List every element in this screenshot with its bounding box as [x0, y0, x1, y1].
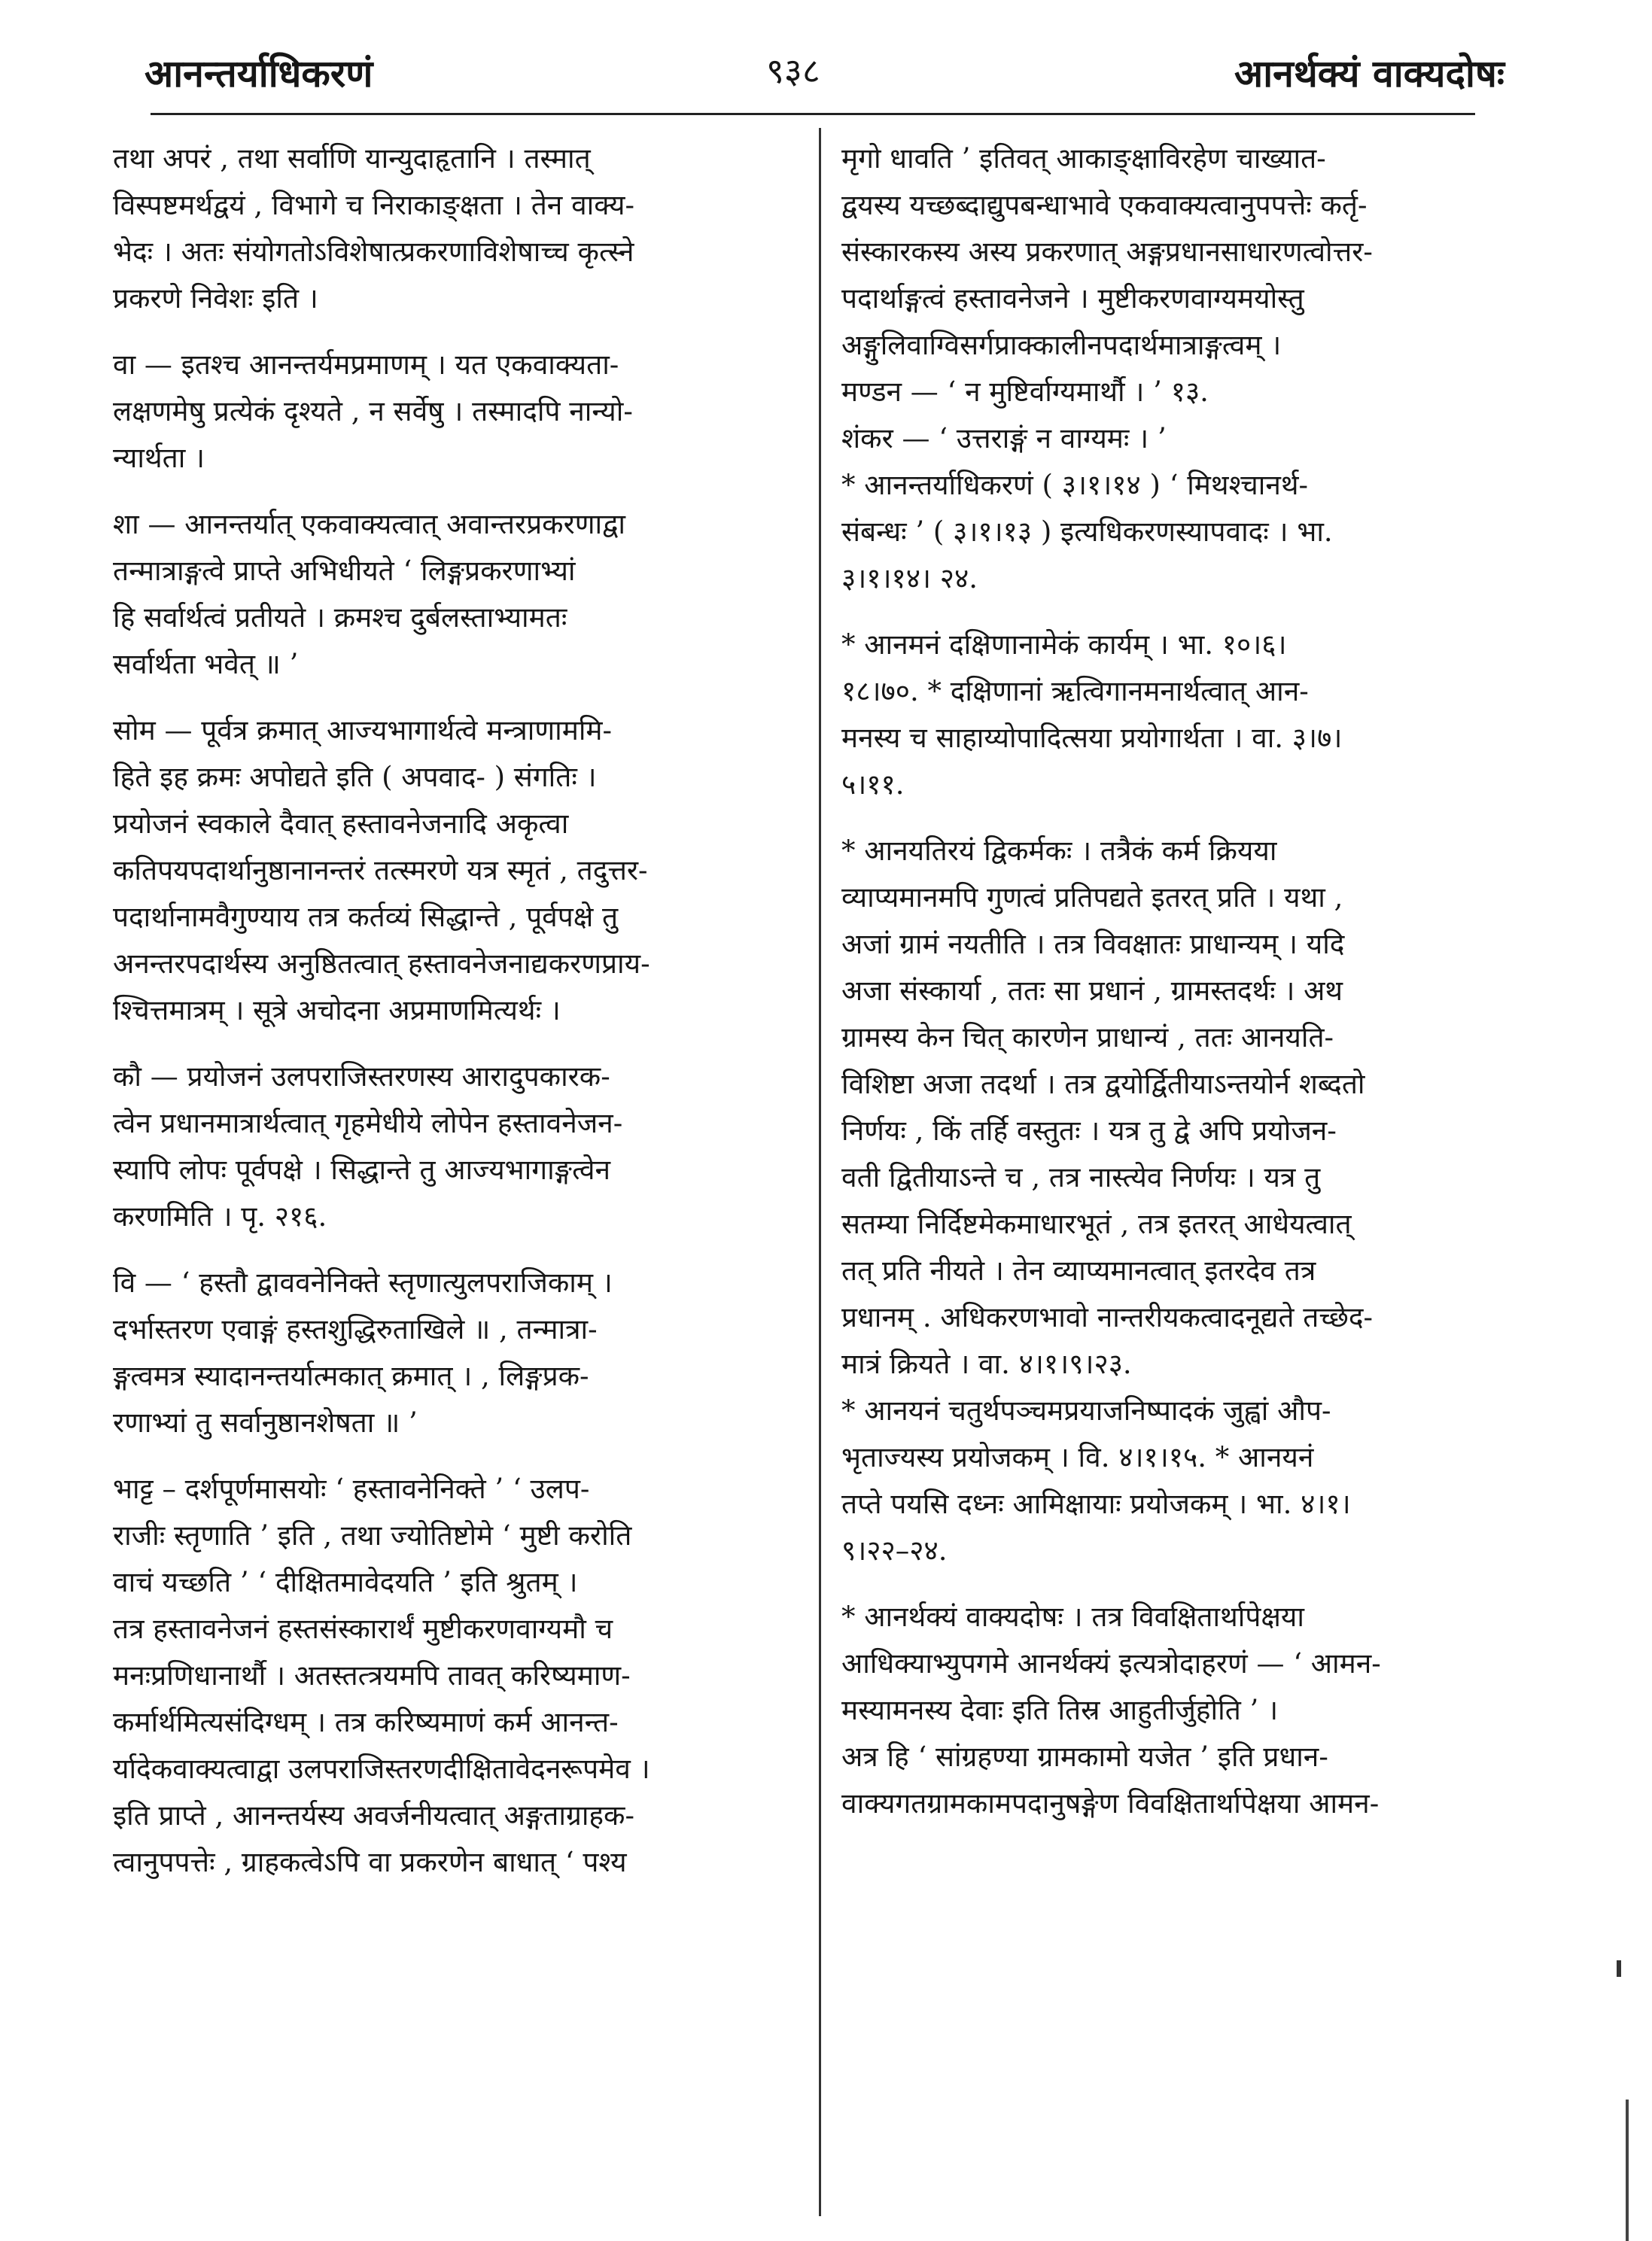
text-line: विस्पष्टमर्थद्वयं , विभागे च निराकाङ्क्षता । तेन वाक्य- — [113, 189, 635, 221]
paragraph-gap — [841, 602, 1474, 622]
margin-mark — [1617, 1960, 1621, 1977]
text-line: हि सर्वार्थत्वं प्रतीयते । क्रमश्च दुर्बलस्ताभ्यामतः — [113, 601, 567, 634]
paragraph-gap — [113, 1240, 794, 1260]
paragraph-gap — [841, 1574, 1474, 1594]
header-rule — [151, 113, 1475, 115]
paragraph-gap — [113, 482, 794, 501]
text-line: मात्रं क्रियते । वा. ४।१।९।२३. — [841, 1348, 1132, 1380]
text-line: तथा अपरं , तथा सर्वाणि यान्युदाहृतानि । तस्मात् — [113, 142, 591, 175]
text-line: वाक्यगतग्रामकामपदानुषङ्गेण विवक्षितार्थापेक्षया आमन- — [841, 1787, 1380, 1820]
text-line: पदार्थाङ्गत्वं हस्तावनेजने । मुष्टीकरणवाग्यमयोस्तु — [841, 282, 1304, 315]
right-column — [841, 135, 1474, 1827]
text-line: लक्षणमेषु प्रत्येकं दृश्यते , न सर्वेषु । तस्मादपि नान्यो- — [113, 395, 633, 427]
text-line: द्वयस्य यच्छब्दाद्युपबन्धाभावे एकवाक्यत्वानुपपत्तेः कर्तृ- — [841, 189, 1368, 221]
text-line: विशिष्टा अजा तदर्था । तत्र द्वयोर्द्वितीयाऽन्तयोर्न शब्दतो — [841, 1068, 1365, 1100]
text-line: आधिक्याभ्युपगमे आनर्थक्यं इत्यत्रोदाहरणं — ‘ आमन- — [841, 1647, 1381, 1680]
text-line: मनस्य च साहाय्योपादित्सया प्रयोगार्थता । वा. ३।७। — [841, 722, 1343, 754]
text-line: * आनयतिरयं द्विकर्मकः । तत्रैकं कर्म क्रियया — [841, 835, 1277, 867]
text-line: मस्यामनस्य देवाः इति तिस्र आहुतीर्जुहोति ’ । — [841, 1694, 1279, 1726]
text-line: निर्णयः , किं तर्हि वस्तुतः । यत्र तु द्वे अपि प्रयोजन- — [841, 1114, 1337, 1147]
paragraph-gap — [113, 322, 794, 342]
text-line: राजीः स्तृणाति ’ इति , तथा ज्योतिष्टोमे ‘ मुष्टी करोति — [113, 1519, 632, 1552]
text-line: संस्कारकस्य अस्य प्रकरणात् अङ्गप्रधानसाधारणत्वोत्तर- — [841, 236, 1373, 268]
text-line: प्रधानम् . अधिकरणभावो नान्तरीयकत्वादनूद्यते तच्छेद- — [841, 1301, 1374, 1333]
text-line: अङ्गुलिवाग्विसर्गप्राक्कालीनपदार्थमात्राङ्गत्वम् । — [841, 329, 1282, 361]
text-line: अत्र हि ‘ सांग्रहण्या ग्रामकामो यजेत ’ इति प्रधान- — [841, 1741, 1328, 1773]
text-line: ९।२२–२४. — [841, 1534, 948, 1567]
text-line: न्यार्थता । — [113, 442, 205, 474]
text-line: दर्भास्तरण एवाङ्गं हस्तशुद्धिरुताखिले ॥ , तन्मात्रा- — [113, 1313, 598, 1346]
text-line: संबन्धः ’ ( ३।१।१३ ) इत्यधिकरणस्यापवादः । भा. — [841, 515, 1333, 548]
text-line: शा — आनन्तर्यात् एकवाक्यत्वात् अवान्तरप्रकरणाद्वा — [113, 508, 625, 540]
text-line: स्यापि लोपः पूर्वपक्षे । सिद्धान्ते तु आज्यभागाङ्गत्वेन — [113, 1154, 611, 1186]
text-line: वि — ‘ हस्तौ द्वाववनेनिक्ते स्तृणात्युलपराजिकाम् । — [113, 1266, 613, 1299]
text-line: प्रकरणे निवेशः इति । — [113, 282, 318, 315]
text-line: रणाभ्यां तु सर्वानुष्ठानशेषता ॥ ’ — [113, 1406, 418, 1439]
text-line: अजां ग्रामं नयतीति । तत्र विवक्षातः प्राधान्यम् । यदि — [841, 928, 1345, 960]
text-line: इति प्राप्ते , आनन्तर्यस्य अवर्जनीयत्वात् अङ्गताग्राहक- — [113, 1799, 634, 1832]
text-line: तत् प्रति नीयते । तेन व्याप्यमानत्वात् इतरदेव तत्र — [841, 1254, 1316, 1287]
text-line: ३।१।१४। २४. — [841, 562, 978, 594]
text-line: कतिपयपदार्थानुष्ठानानन्तरं तत्स्मरणे यत्र स्मृतं , तदुत्तर- — [113, 854, 648, 886]
left-column — [113, 135, 794, 1886]
text-line: पदार्थानामवैगुण्याय तत्र कर्तव्यं सिद्धान्ते , पूर्वपक्षे तु — [113, 901, 619, 933]
running-header-right: आनर्थक्यं वाक्यदोषः — [1234, 51, 1504, 96]
text-line: मण्डन — ‘ न मुष्टिर्वाग्यमार्थौ । ’ १३. — [841, 376, 1209, 408]
text-line: अनन्तरपदार्थस्य अनुष्ठितत्वात् हस्तावनेजनाद्यकरणप्राय- — [113, 947, 650, 980]
text-line: तन्मात्राङ्गत्वे प्राप्ते अभिधीयते ‘ लिङ्गप्रकरणाभ्यां — [113, 555, 576, 587]
text-line: व्याप्यमानमपि गुणत्वं प्रतिपद्यते इतरत् प्रति । यथा , — [841, 881, 1343, 914]
text-line: त्वानुपपत्तेः , ग्राहकत्वेऽपि वा प्रकरणेन बाधात् ‘ पश्य — [113, 1846, 627, 1878]
text-line: मृगो धावति ’ इतिवत् आकाङ्क्षाविरहेण चाख्यात- — [841, 142, 1326, 175]
text-line: भाट्ट – दर्शपूर्णमासयोः ‘ हस्तावनेनिक्ते ’ ‘ उलप- — [113, 1473, 590, 1505]
text-line: र्यादेकवाक्यत्वाद्वा उलपराजिस्तरणदीक्षितावेदनरूपमेव । — [113, 1753, 650, 1785]
text-line: त्वेन प्रधानमात्रार्थत्वात् गृहमेधीये लोपेन हस्तावनेजन- — [113, 1107, 623, 1139]
page-number: ९३८ — [766, 50, 820, 91]
text-line: ङ्गत्वमत्र स्यादानन्तर्यात्मकात् क्रमात् । , लिङ्गप्रक- — [113, 1360, 589, 1392]
scan-edge-bar — [1626, 2100, 1629, 2241]
text-line: * आनर्थक्यं वाक्यदोषः । तत्र विवक्षितार्थापेक्षया — [841, 1601, 1304, 1633]
paragraph-gap — [113, 1446, 794, 1466]
paragraph-gap — [113, 1034, 794, 1054]
text-line: * आनमनं दक्षिणानामेकं कार्यम् । भा. १०।६। — [841, 628, 1287, 661]
text-line: मनःप्रणिधानार्थौ । अतस्तत्त्रयमपि तावत् करिष्यमाण- — [113, 1659, 631, 1692]
text-line: * आनयनं चतुर्थपञ्चमप्रयाजनिष्पादकं जुह्वां औप- — [841, 1394, 1331, 1427]
text-line: वाचं यच्छति ’ ‘ दीक्षितमावेदयति ’ इति श्रुतम् । — [113, 1566, 578, 1598]
text-line: अजा संस्कार्या , ततः सा प्रधानं , ग्रामस्तदर्थः । अथ — [841, 975, 1343, 1007]
text-line: वती द्वितीयाऽन्ते च , तत्र नास्त्येव निर्णयः । यत्र तु — [841, 1161, 1321, 1193]
text-line: १८।७०. * दक्षिणानां ऋत्विगानमनार्थत्वात् आन- — [841, 675, 1309, 707]
text-line: श्चित्तमात्रम् । सूत्रे अचोदना अप्रमाणमित्यर्थः । — [113, 994, 561, 1026]
running-header-left: आनन्तर्याधिकरणं — [145, 51, 373, 96]
text-line: सर्वार्थता भवेत् ॥ ’ — [113, 648, 299, 680]
text-line: * आनन्तर्याधिकरणं ( ३।१।१४ ) ‘ मिथश्चानर्थ- — [841, 469, 1309, 501]
text-line: कर्मार्थमित्यसंदिग्धम् । तत्र करिष्यमाणं कर्म आनन्त- — [113, 1706, 619, 1738]
text-line: वा — इतश्च आनन्तर्यमप्रमाणम् । यत एकवाक्यता- — [113, 348, 619, 381]
text-line: शंकर — ‘ उत्तराङ्गं न वाग्यमः । ’ — [841, 422, 1167, 455]
paragraph-gap — [841, 808, 1474, 828]
text-line: करणमिति । पृ. २१६. — [113, 1200, 327, 1233]
text-line: ५।११. — [841, 768, 905, 801]
text-line: हिते इह क्रमः अपोद्यते इति ( अपवाद- ) संगतिः । — [113, 761, 597, 793]
text-line: सतम्या निर्दिष्टमेकमाधारभूतं , तत्र इतरत् आधेयत्वात् — [841, 1208, 1352, 1240]
text-line: भृताज्यस्य प्रयोजकम् । वि. ४।१।१५. * आनयनं — [841, 1441, 1314, 1473]
text-line: सोम — पूर्वत्र क्रमात् आज्यभागार्थत्वे मन्त्राणाममि- — [113, 714, 613, 746]
text-line: भेदः । अतः संयोगतोऽविशेषात्प्रकरणाविशेषाच्च कृत्स्ने — [113, 236, 634, 268]
text-line: प्रयोजनं स्वकाले दैवात् हस्तावनेजनादि अकृत्वा — [113, 807, 569, 840]
text-line: ग्रामस्य केन चित् कारणेन प्राधान्यं , ततः आनयति- — [841, 1021, 1334, 1054]
column-divider — [819, 128, 821, 2216]
text-line: तप्ते पयसि दध्नः आमिक्षायाः प्रयोजकम् । भा. ४।१। — [841, 1488, 1351, 1520]
paragraph-gap — [113, 688, 794, 707]
text-line: तत्र हस्तावनेजनं हस्तसंस्कारार्थं मुष्टीकरणवाग्यमौ च — [113, 1613, 613, 1645]
text-line: कौ — प्रयोजनं उलपराजिस्तरणस्य आरादुपकारक- — [113, 1060, 610, 1093]
